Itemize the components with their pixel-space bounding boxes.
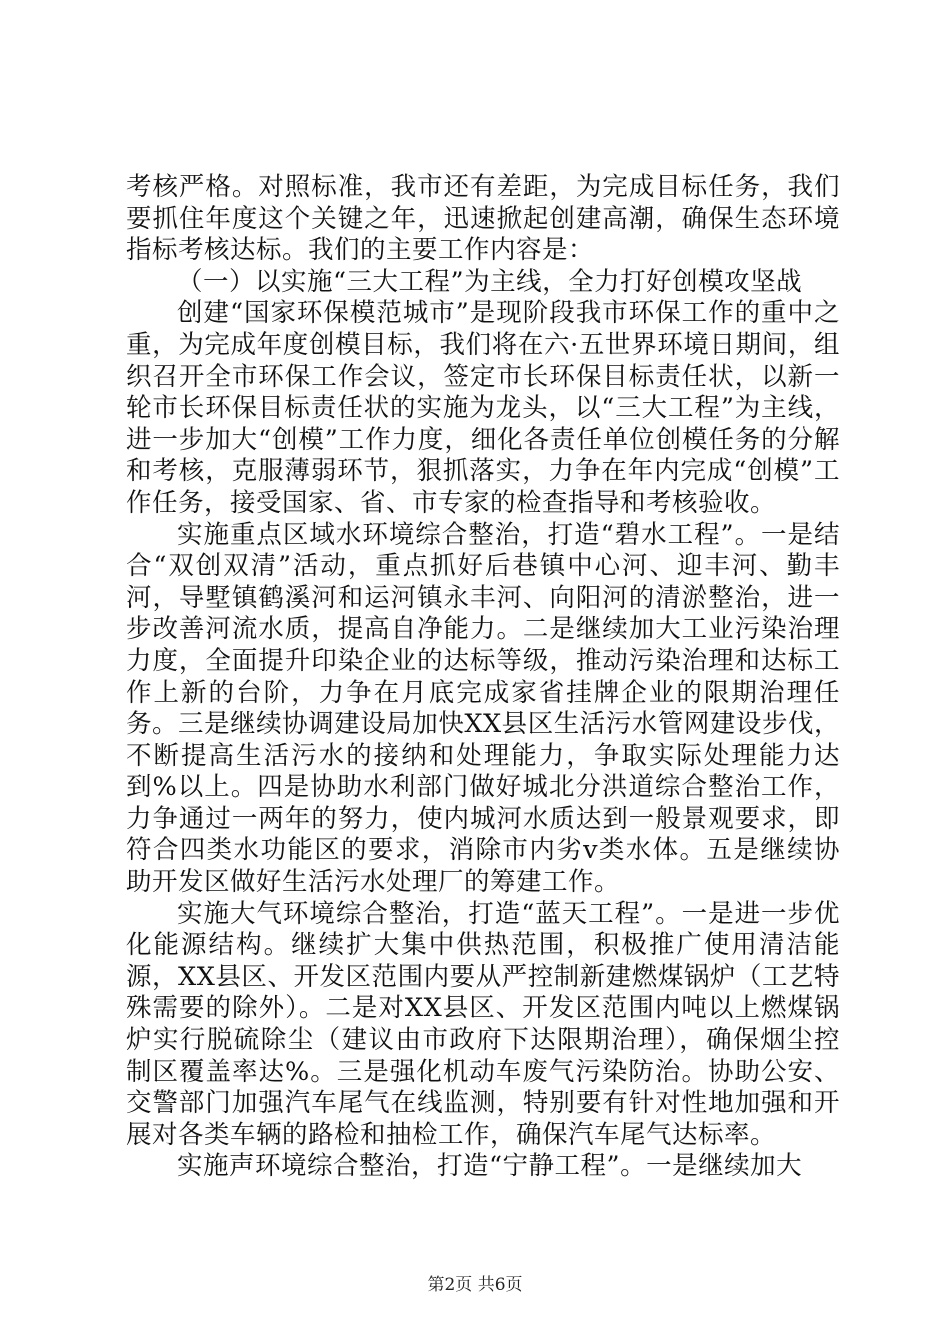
section-heading: （一）以实施“三大工程”为主线，全力打好创模攻坚战 — [177, 266, 803, 297]
page-number: 第2页 共6页 — [427, 1275, 523, 1295]
paragraph-air-project: 实施大气环境综合整治，打造“蓝天工程”。一是进一步优化能源结构。继续扩大集中供热范围，积极推广使用清洁能源，XX县区、开发区范围内要从严控制新建燃煤锅炉（工艺特殊需要的除外）。二是对XX县区、开发区范围内吨以上燃煤锅炉实行脱硫除尘（建议由市政府下达限期治理），确保烟尘控制区覆盖率达%。三是强化机动车废气污染防治。协助公安、交警部门加强汽车尾气在线监测，特别要有针对性地加强和开展对各类车辆的路检和抽检工作，确保汽车尾气达标率。 — [126, 898, 840, 1150]
paragraph-model-city: 创建“国家环保模范城市”是现阶段我市环保工作的重中之重，为完成年度创模目标，我们将在六·五世界环境日期间，组织召开全市环保工作会议，签定市长环保目标责任状，以新一轮市长环保目标责任状的实施为龙头，以“三大工程”为主线，进一步加大“创模”工作力度，细化各责任单位创模任务的分解和考核，克服薄弱环节，狠抓落实，力争在年内完成“创模”工作任务，接受国家、省、市专家的检查指导和考核验收。 — [126, 298, 840, 518]
paragraph-noise-project: 实施声环境综合整治，打造“宁静工程”。一是继续加大 — [177, 1151, 803, 1182]
paragraph-water-project: 实施重点区域水环境综合整治，打造“碧水工程”。一是结合“双创双清”活动，重点抓好后巷镇中心河、迎丰河、勤丰河，导墅镇鹤溪河和运河镇永丰河、向阳河的清淤整治，进一步改善河流水质，提高自净能力。二是继续加大工业污染治理力度，全面提升印染企业的达标等级，推动污染治理和达标工作上新的台阶，力争在月底完成家省挂牌企业的限期治理任务。三是继续协调建设局加快XX县区生活污水管网建设步伐，不断提高生活污水的接纳和处理能力，争取实际处理能力达到%以上。四是协助水利部门做好城北分洪道综合整治工作，力争通过一两年的努力，使内城河水质达到一般景观要求，即符合四类水功能区的要求，消除市内劣v类水体。五是继续协助开发区做好生活污水处理厂的筹建工作。 — [126, 519, 840, 898]
document-body — [126, 172, 840, 1183]
paragraph-intro: 考核严格。对照标准，我市还有差距，为完成目标任务，我们要抓住年度这个关键之年，迅速掀起创建高潮，确保生态环境指标考核达标。我们的主要工作内容是： — [126, 172, 840, 266]
